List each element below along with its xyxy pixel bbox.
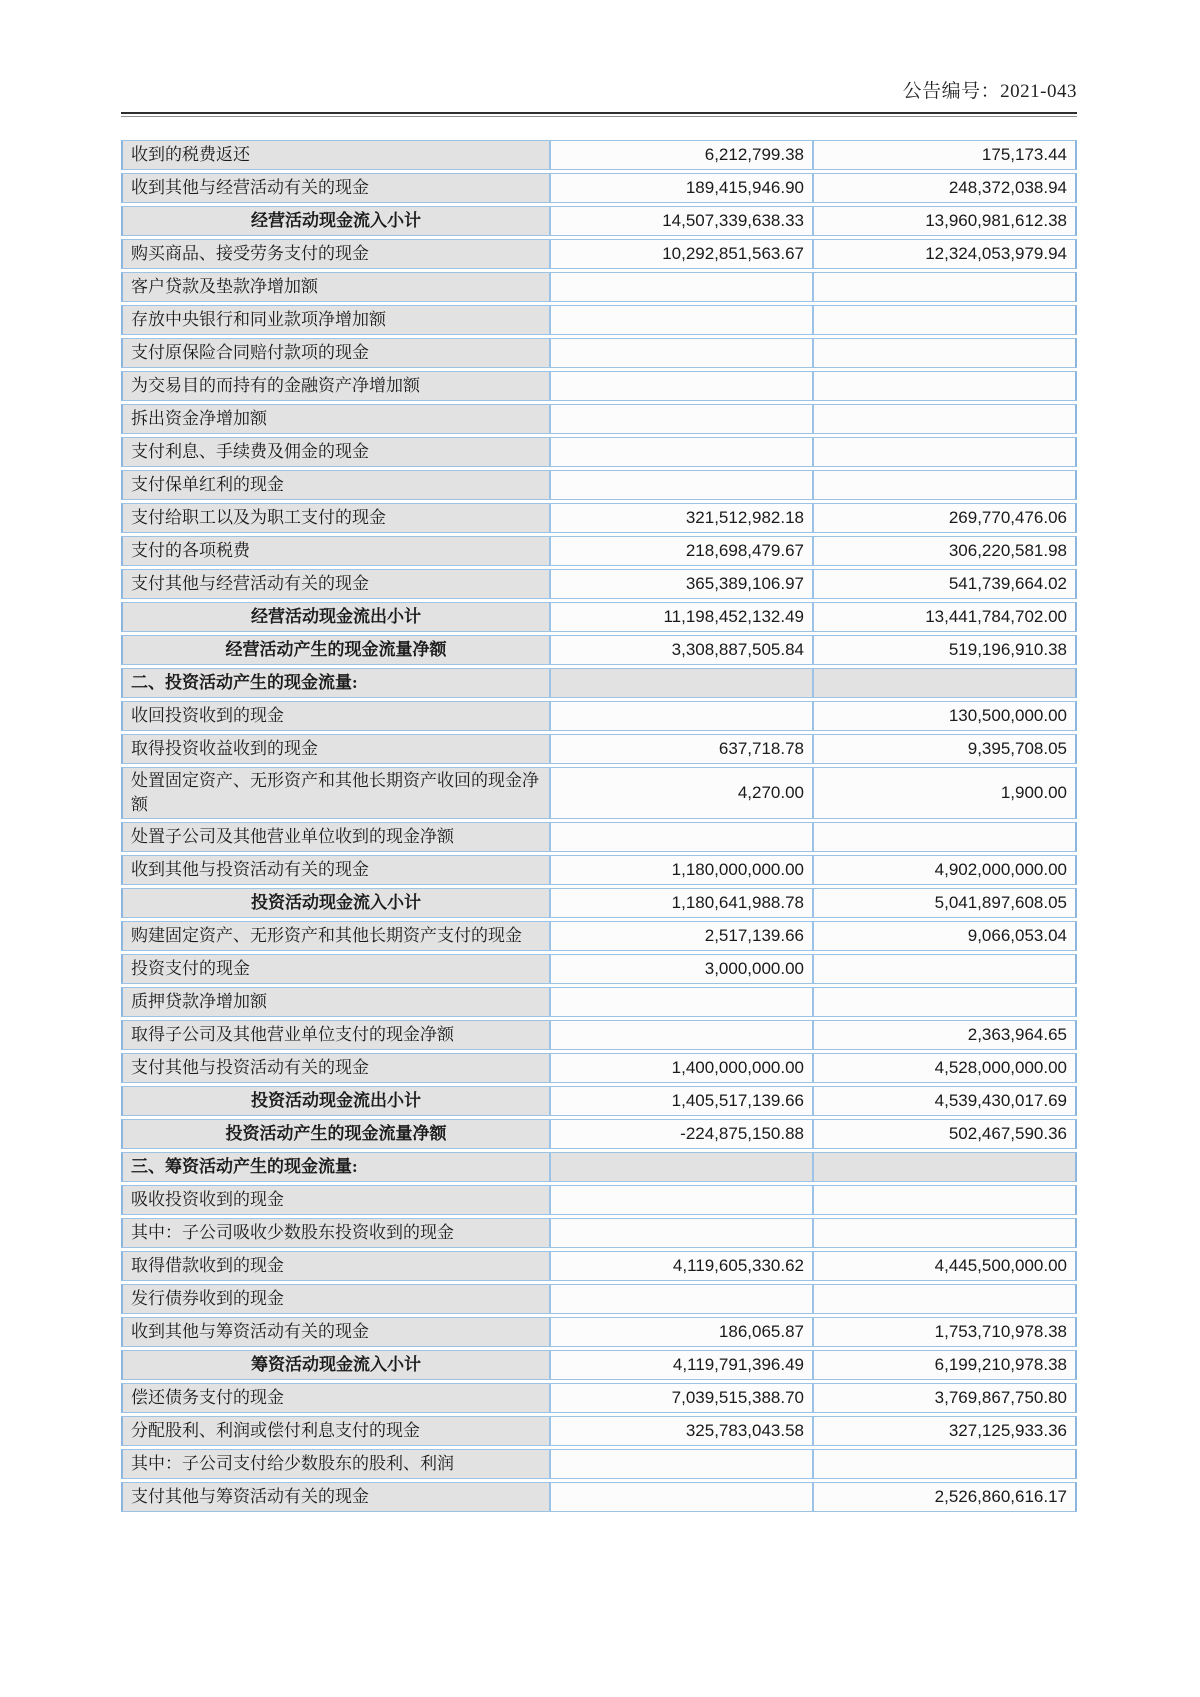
value-current-period: 637,718.78 — [550, 734, 813, 764]
table-row — [121, 767, 1077, 819]
value-prior-period — [813, 668, 1077, 698]
table-row — [121, 1086, 1077, 1116]
table-row — [121, 173, 1077, 203]
value-prior-period: 5,041,897,608.05 — [813, 888, 1077, 918]
value-current-period — [550, 272, 813, 302]
row-label: 投资活动现金流入小计 — [121, 888, 550, 918]
value-prior-period — [813, 1152, 1077, 1182]
value-current-period: 7,039,515,388.70 — [550, 1383, 813, 1413]
table-row — [121, 1383, 1077, 1413]
table-row — [121, 701, 1077, 731]
table-row — [121, 239, 1077, 269]
table-row — [121, 635, 1077, 665]
table-row — [121, 404, 1077, 434]
row-label: 经营活动现金流出小计 — [121, 602, 550, 632]
announcement-number: 公告编号：2021-043 — [902, 81, 1077, 102]
row-label: 取得借款收到的现金 — [121, 1251, 550, 1281]
value-prior-period — [813, 338, 1077, 368]
value-current-period: 1,180,641,988.78 — [550, 888, 813, 918]
value-current-period — [550, 1449, 813, 1479]
table-row — [121, 954, 1077, 984]
value-current-period — [550, 437, 813, 467]
row-label: 投资活动产生的现金流量净额 — [121, 1119, 550, 1149]
value-current-period: 6,212,799.38 — [550, 140, 813, 170]
value-current-period: 4,119,605,330.62 — [550, 1251, 813, 1281]
table-row — [121, 338, 1077, 368]
value-current-period — [550, 404, 813, 434]
value-prior-period: 502,467,590.36 — [813, 1119, 1077, 1149]
value-prior-period — [813, 822, 1077, 852]
table-row — [121, 1020, 1077, 1050]
row-label: 购建固定资产、无形资产和其他长期资产支付的现金 — [121, 921, 550, 951]
value-current-period — [550, 668, 813, 698]
value-prior-period: 2,526,860,616.17 — [813, 1482, 1077, 1512]
table-row — [121, 1119, 1077, 1149]
value-current-period: 4,119,791,396.49 — [550, 1350, 813, 1380]
table-row — [121, 822, 1077, 852]
table-row — [121, 1185, 1077, 1215]
value-prior-period: 9,066,053.04 — [813, 921, 1077, 951]
value-prior-period — [813, 305, 1077, 335]
value-current-period — [550, 987, 813, 1017]
row-label: 支付其他与投资活动有关的现金 — [121, 1053, 550, 1083]
row-label: 取得投资收益收到的现金 — [121, 734, 550, 764]
value-prior-period — [813, 987, 1077, 1017]
value-prior-period: 175,173.44 — [813, 140, 1077, 170]
value-prior-period: 4,528,000,000.00 — [813, 1053, 1077, 1083]
value-current-period — [550, 1218, 813, 1248]
table-row — [121, 1251, 1077, 1281]
row-label: 处置子公司及其他营业单位收到的现金净额 — [121, 822, 550, 852]
row-label: 收回投资收到的现金 — [121, 701, 550, 731]
row-label: 其中：子公司支付给少数股东的股利、利润 — [121, 1449, 550, 1479]
value-prior-period — [813, 371, 1077, 401]
value-current-period — [550, 701, 813, 731]
table-row — [121, 1449, 1077, 1479]
value-current-period: 189,415,946.90 — [550, 173, 813, 203]
row-label: 支付其他与经营活动有关的现金 — [121, 569, 550, 599]
value-current-period — [550, 1185, 813, 1215]
value-current-period: 3,308,887,505.84 — [550, 635, 813, 665]
value-prior-period: 4,902,000,000.00 — [813, 855, 1077, 885]
value-current-period — [550, 371, 813, 401]
row-label: 其中：子公司吸收少数股东投资收到的现金 — [121, 1218, 550, 1248]
table-row — [121, 305, 1077, 335]
value-current-period — [550, 1152, 813, 1182]
table-row — [121, 1053, 1077, 1083]
row-label: 投资支付的现金 — [121, 954, 550, 984]
row-label: 二、投资活动产生的现金流量: — [121, 668, 550, 698]
table-row — [121, 602, 1077, 632]
row-label: 处置固定资产、无形资产和其他长期资产收回的现金净额 — [121, 767, 550, 819]
value-current-period: 14,507,339,638.33 — [550, 206, 813, 236]
table-row — [121, 668, 1077, 698]
row-label: 客户贷款及垫款净增加额 — [121, 272, 550, 302]
value-prior-period: 4,539,430,017.69 — [813, 1086, 1077, 1116]
table-row — [121, 437, 1077, 467]
value-current-period: 10,292,851,563.67 — [550, 239, 813, 269]
row-label: 收到其他与投资活动有关的现金 — [121, 855, 550, 885]
table-row — [121, 206, 1077, 236]
table-row — [121, 855, 1077, 885]
value-current-period: 321,512,982.18 — [550, 503, 813, 533]
row-label: 偿还债务支付的现金 — [121, 1383, 550, 1413]
row-label: 经营活动现金流入小计 — [121, 206, 550, 236]
value-prior-period: 13,441,784,702.00 — [813, 602, 1077, 632]
value-prior-period — [813, 1284, 1077, 1314]
row-label: 为交易目的而持有的金融资产净增加额 — [121, 371, 550, 401]
value-prior-period — [813, 404, 1077, 434]
table-row — [121, 888, 1077, 918]
table-row — [121, 921, 1077, 951]
value-current-period: 365,389,106.97 — [550, 569, 813, 599]
value-current-period — [550, 1284, 813, 1314]
value-current-period: 1,180,000,000.00 — [550, 855, 813, 885]
value-current-period: -224,875,150.88 — [550, 1119, 813, 1149]
value-prior-period — [813, 470, 1077, 500]
value-prior-period — [813, 1185, 1077, 1215]
table-row — [121, 503, 1077, 533]
value-prior-period: 2,363,964.65 — [813, 1020, 1077, 1050]
row-label: 拆出资金净增加额 — [121, 404, 550, 434]
row-label: 三、筹资活动产生的现金流量: — [121, 1152, 550, 1182]
row-label: 投资活动现金流出小计 — [121, 1086, 550, 1116]
row-label: 分配股利、利润或偿付利息支付的现金 — [121, 1416, 550, 1446]
value-prior-period — [813, 1218, 1077, 1248]
header-divider-rule — [121, 112, 1077, 117]
value-prior-period — [813, 1449, 1077, 1479]
row-label: 支付利息、手续费及佣金的现金 — [121, 437, 550, 467]
row-label: 发行债券收到的现金 — [121, 1284, 550, 1314]
table-row — [121, 1317, 1077, 1347]
value-prior-period: 130,500,000.00 — [813, 701, 1077, 731]
value-prior-period: 269,770,476.06 — [813, 503, 1077, 533]
table-row — [121, 1218, 1077, 1248]
value-prior-period: 1,753,710,978.38 — [813, 1317, 1077, 1347]
cash-flow-statement-table — [121, 137, 1077, 1515]
row-label: 取得子公司及其他营业单位支付的现金净额 — [121, 1020, 550, 1050]
value-prior-period: 12,324,053,979.94 — [813, 239, 1077, 269]
row-label: 经营活动产生的现金流量净额 — [121, 635, 550, 665]
row-label: 支付原保险合同赔付款项的现金 — [121, 338, 550, 368]
value-current-period — [550, 822, 813, 852]
value-prior-period: 1,900.00 — [813, 767, 1077, 819]
value-prior-period: 519,196,910.38 — [813, 635, 1077, 665]
value-current-period — [550, 1482, 813, 1512]
value-current-period: 3,000,000.00 — [550, 954, 813, 984]
table-row — [121, 536, 1077, 566]
table-row — [121, 569, 1077, 599]
row-label: 支付保单红利的现金 — [121, 470, 550, 500]
table-row — [121, 1350, 1077, 1380]
row-label: 收到其他与筹资活动有关的现金 — [121, 1317, 550, 1347]
value-current-period — [550, 338, 813, 368]
value-current-period: 325,783,043.58 — [550, 1416, 813, 1446]
table-row — [121, 140, 1077, 170]
table-row — [121, 470, 1077, 500]
value-prior-period — [813, 272, 1077, 302]
table-row — [121, 987, 1077, 1017]
value-prior-period — [813, 437, 1077, 467]
value-prior-period: 3,769,867,750.80 — [813, 1383, 1077, 1413]
row-label: 收到其他与经营活动有关的现金 — [121, 173, 550, 203]
value-prior-period: 4,445,500,000.00 — [813, 1251, 1077, 1281]
row-label: 吸收投资收到的现金 — [121, 1185, 550, 1215]
table-row — [121, 734, 1077, 764]
table-row — [121, 1482, 1077, 1512]
row-label: 筹资活动现金流入小计 — [121, 1350, 550, 1380]
table-row — [121, 1284, 1077, 1314]
value-current-period: 186,065.87 — [550, 1317, 813, 1347]
value-current-period: 2,517,139.66 — [550, 921, 813, 951]
row-label: 质押贷款净增加额 — [121, 987, 550, 1017]
value-prior-period: 306,220,581.98 — [813, 536, 1077, 566]
table-row — [121, 1416, 1077, 1446]
value-current-period: 4,270.00 — [550, 767, 813, 819]
row-label: 存放中央银行和同业款项净增加额 — [121, 305, 550, 335]
row-label: 支付其他与筹资活动有关的现金 — [121, 1482, 550, 1512]
row-label: 收到的税费返还 — [121, 140, 550, 170]
table-row — [121, 272, 1077, 302]
value-prior-period: 6,199,210,978.38 — [813, 1350, 1077, 1380]
row-label: 支付给职工以及为职工支付的现金 — [121, 503, 550, 533]
value-prior-period — [813, 954, 1077, 984]
table-row — [121, 1152, 1077, 1182]
value-prior-period: 327,125,933.36 — [813, 1416, 1077, 1446]
value-current-period — [550, 1020, 813, 1050]
value-current-period — [550, 470, 813, 500]
value-current-period: 1,400,000,000.00 — [550, 1053, 813, 1083]
value-prior-period: 541,739,664.02 — [813, 569, 1077, 599]
value-current-period — [550, 305, 813, 335]
value-current-period: 11,198,452,132.49 — [550, 602, 813, 632]
value-current-period: 1,405,517,139.66 — [550, 1086, 813, 1116]
table-row — [121, 371, 1077, 401]
value-prior-period: 13,960,981,612.38 — [813, 206, 1077, 236]
value-prior-period: 9,395,708.05 — [813, 734, 1077, 764]
row-label: 支付的各项税费 — [121, 536, 550, 566]
value-prior-period: 248,372,038.94 — [813, 173, 1077, 203]
value-current-period: 218,698,479.67 — [550, 536, 813, 566]
row-label: 购买商品、接受劳务支付的现金 — [121, 239, 550, 269]
